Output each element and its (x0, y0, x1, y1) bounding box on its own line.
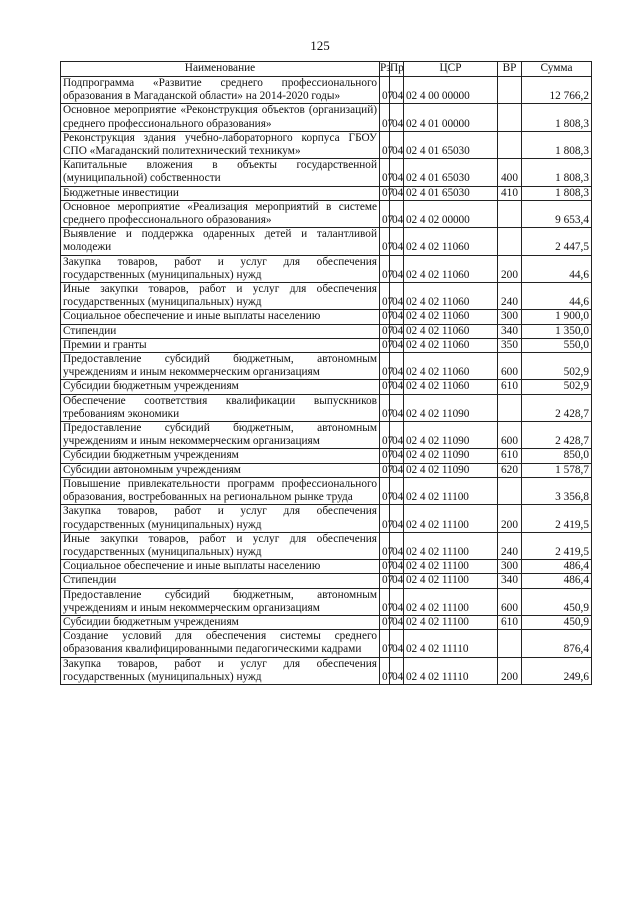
cell-sum: 1 808,3 (522, 131, 592, 158)
cell-csr: 02 4 02 11060 (404, 353, 498, 380)
cell-csr: 02 4 02 11100 (404, 615, 498, 629)
cell-csr: 02 4 01 00000 (404, 104, 498, 131)
cell-rz: 07 (380, 338, 390, 352)
header-rz: Рз (380, 62, 390, 77)
cell-vr (498, 131, 522, 158)
cell-csr: 02 4 02 11110 (404, 630, 498, 657)
table-row (61, 588, 592, 615)
cell-vr: 610 (498, 615, 522, 629)
cell-pr: 04 (390, 353, 404, 380)
cell-rz: 07 (380, 104, 390, 131)
cell-csr: 02 4 00 00000 (404, 77, 498, 104)
cell-rz: 07 (380, 615, 390, 629)
cell-name: Бюджетные инвестиции (61, 186, 380, 200)
cell-pr: 04 (390, 77, 404, 104)
cell-vr: 400 (498, 159, 522, 186)
cell-pr: 04 (390, 159, 404, 186)
header-name: Наименование (61, 62, 380, 77)
table-row (61, 77, 592, 104)
cell-sum: 1 350,0 (522, 324, 592, 338)
cell-vr: 600 (498, 588, 522, 615)
cell-pr: 04 (390, 477, 404, 504)
cell-pr: 04 (390, 657, 404, 684)
cell-name: Социальное обеспечение и иные выплаты населению (61, 560, 380, 574)
cell-rz: 07 (380, 630, 390, 657)
cell-pr: 04 (390, 380, 404, 394)
cell-vr: 610 (498, 449, 522, 463)
header-pr: Пр (390, 62, 404, 77)
cell-pr: 04 (390, 560, 404, 574)
cell-pr: 04 (390, 422, 404, 449)
cell-rz: 07 (380, 186, 390, 200)
cell-name: Закупка товаров, работ и услуг для обеспечения государственных (муниципальных) нужд (61, 505, 380, 532)
cell-rz: 07 (380, 505, 390, 532)
table-row (61, 574, 592, 588)
cell-name: Субсидии бюджетным учреждениям (61, 615, 380, 629)
cell-name: Закупка товаров, работ и услуг для обеспечения государственных (муниципальных) нужд (61, 255, 380, 282)
cell-sum: 2 419,5 (522, 532, 592, 559)
cell-pr: 04 (390, 463, 404, 477)
cell-sum: 249,6 (522, 657, 592, 684)
cell-name: Стипендии (61, 574, 380, 588)
cell-rz: 07 (380, 574, 390, 588)
cell-csr: 02 4 02 11060 (404, 283, 498, 310)
cell-sum: 450,9 (522, 588, 592, 615)
cell-pr: 04 (390, 186, 404, 200)
cell-sum: 486,4 (522, 560, 592, 574)
table-row (61, 615, 592, 629)
cell-name: Обеспечение соответствия квалификации выпускников требованиям экономики (61, 394, 380, 421)
cell-csr: 02 4 02 11100 (404, 560, 498, 574)
table-row (61, 657, 592, 684)
table-row (61, 449, 592, 463)
table-row (61, 422, 592, 449)
cell-csr: 02 4 02 11090 (404, 449, 498, 463)
cell-name: Субсидии автономным учреждениям (61, 463, 380, 477)
cell-rz: 07 (380, 77, 390, 104)
cell-name: Основное мероприятие «Реализация мероприятий в системе среднего профессионального образования» (61, 200, 380, 227)
cell-rz: 07 (380, 532, 390, 559)
table-row (61, 283, 592, 310)
cell-sum: 1 900,0 (522, 310, 592, 324)
cell-name: Премии и гранты (61, 338, 380, 352)
table-row (61, 104, 592, 131)
table-row (61, 310, 592, 324)
cell-name: Подпрограмма «Развитие среднего профессионального образования в Магаданской области» на 2014-2020 годы» (61, 77, 380, 104)
cell-name: Иные закупки товаров, работ и услуг для обеспечения государственных (муниципальных) нужд (61, 532, 380, 559)
table-row (61, 353, 592, 380)
cell-vr (498, 394, 522, 421)
cell-vr: 620 (498, 463, 522, 477)
cell-vr (498, 630, 522, 657)
cell-pr: 04 (390, 200, 404, 227)
table-header-row (61, 62, 592, 77)
cell-sum: 2 428,7 (522, 422, 592, 449)
cell-csr: 02 4 02 11100 (404, 505, 498, 532)
cell-sum: 486,4 (522, 574, 592, 588)
cell-pr: 04 (390, 283, 404, 310)
cell-pr: 04 (390, 338, 404, 352)
cell-rz: 07 (380, 422, 390, 449)
cell-pr: 04 (390, 449, 404, 463)
cell-sum: 502,9 (522, 353, 592, 380)
cell-rz: 07 (380, 657, 390, 684)
cell-sum: 2 447,5 (522, 228, 592, 255)
header-sum: Сумма (522, 62, 592, 77)
table-row (61, 324, 592, 338)
cell-csr: 02 4 01 65030 (404, 186, 498, 200)
cell-vr: 610 (498, 380, 522, 394)
cell-vr (498, 228, 522, 255)
cell-name: Субсидии бюджетным учреждениям (61, 380, 380, 394)
cell-sum: 2 419,5 (522, 505, 592, 532)
cell-sum: 1 578,7 (522, 463, 592, 477)
cell-csr: 02 4 01 65030 (404, 159, 498, 186)
cell-pr: 04 (390, 104, 404, 131)
table-row (61, 532, 592, 559)
cell-vr (498, 200, 522, 227)
cell-pr: 04 (390, 131, 404, 158)
cell-rz: 07 (380, 353, 390, 380)
budget-table (60, 61, 592, 685)
cell-csr: 02 4 02 11060 (404, 255, 498, 282)
cell-csr: 02 4 02 11090 (404, 422, 498, 449)
table-row (61, 380, 592, 394)
cell-name: Субсидии бюджетным учреждениям (61, 449, 380, 463)
cell-rz: 07 (380, 449, 390, 463)
cell-rz: 07 (380, 228, 390, 255)
cell-pr: 04 (390, 574, 404, 588)
cell-name: Предоставление субсидий бюджетным, автономным учреждениям и иным некоммерческим организациям (61, 422, 380, 449)
cell-sum: 850,0 (522, 449, 592, 463)
cell-vr: 240 (498, 532, 522, 559)
cell-pr: 04 (390, 324, 404, 338)
cell-csr: 02 4 02 11090 (404, 463, 498, 477)
cell-pr: 04 (390, 588, 404, 615)
cell-vr (498, 104, 522, 131)
cell-sum: 1 808,3 (522, 104, 592, 131)
cell-sum: 876,4 (522, 630, 592, 657)
table-row (61, 159, 592, 186)
cell-rz: 07 (380, 310, 390, 324)
cell-rz: 07 (380, 255, 390, 282)
cell-vr: 200 (498, 657, 522, 684)
cell-sum: 44,6 (522, 255, 592, 282)
cell-rz: 07 (380, 477, 390, 504)
cell-vr: 200 (498, 255, 522, 282)
cell-rz: 07 (380, 283, 390, 310)
cell-sum: 12 766,2 (522, 77, 592, 104)
table-row (61, 477, 592, 504)
cell-vr: 300 (498, 310, 522, 324)
cell-pr: 04 (390, 255, 404, 282)
cell-csr: 02 4 02 11060 (404, 324, 498, 338)
cell-rz: 07 (380, 200, 390, 227)
cell-csr: 02 4 02 11100 (404, 532, 498, 559)
table-row (61, 630, 592, 657)
cell-csr: 02 4 02 11100 (404, 477, 498, 504)
cell-vr (498, 477, 522, 504)
table-row (61, 255, 592, 282)
cell-vr: 300 (498, 560, 522, 574)
table-row (61, 200, 592, 227)
table-row (61, 338, 592, 352)
table-row (61, 394, 592, 421)
cell-pr: 04 (390, 228, 404, 255)
cell-csr: 02 4 02 11100 (404, 588, 498, 615)
cell-sum: 450,9 (522, 615, 592, 629)
cell-sum: 550,0 (522, 338, 592, 352)
cell-sum: 2 428,7 (522, 394, 592, 421)
cell-vr: 240 (498, 283, 522, 310)
table-body (61, 77, 592, 685)
table-row (61, 186, 592, 200)
cell-csr: 02 4 02 11110 (404, 657, 498, 684)
cell-rz: 07 (380, 159, 390, 186)
cell-csr: 02 4 02 11060 (404, 228, 498, 255)
cell-rz: 07 (380, 131, 390, 158)
cell-rz: 07 (380, 588, 390, 615)
cell-vr: 350 (498, 338, 522, 352)
table-row (61, 560, 592, 574)
cell-vr: 200 (498, 505, 522, 532)
cell-name: Закупка товаров, работ и услуг для обеспечения государственных (муниципальных) нужд (61, 657, 380, 684)
cell-pr: 04 (390, 394, 404, 421)
table-row (61, 131, 592, 158)
cell-name: Создание условий для обеспечения системы среднего образования квалифицированными педагогическими кадрами (61, 630, 380, 657)
cell-csr: 02 4 02 11100 (404, 574, 498, 588)
cell-csr: 02 4 02 11060 (404, 338, 498, 352)
cell-pr: 04 (390, 505, 404, 532)
cell-sum: 3 356,8 (522, 477, 592, 504)
cell-pr: 04 (390, 630, 404, 657)
cell-csr: 02 4 01 65030 (404, 131, 498, 158)
cell-name: Предоставление субсидий бюджетным, автономным учреждениям и иным некоммерческим организациям (61, 353, 380, 380)
cell-pr: 04 (390, 310, 404, 324)
cell-name: Реконструкция здания учебно-лабораторного корпуса ГБОУ СПО «Магаданский политехнический техникум» (61, 131, 380, 158)
cell-vr: 340 (498, 324, 522, 338)
cell-rz: 07 (380, 380, 390, 394)
cell-name: Основное мероприятие «Реконструкция объектов (организаций) среднего профессионального образования» (61, 104, 380, 131)
cell-vr: 600 (498, 422, 522, 449)
cell-sum: 9 653,4 (522, 200, 592, 227)
cell-rz: 07 (380, 394, 390, 421)
cell-name: Предоставление субсидий бюджетным, автономным учреждениям и иным некоммерческим организациям (61, 588, 380, 615)
header-csr: ЦСР (404, 62, 498, 77)
page-number: 125 (310, 38, 330, 53)
cell-name: Капитальные вложения в объекты государственной (муниципальной) собственности (61, 159, 380, 186)
cell-vr (498, 77, 522, 104)
cell-vr: 410 (498, 186, 522, 200)
cell-pr: 04 (390, 615, 404, 629)
table-row (61, 463, 592, 477)
cell-sum: 44,6 (522, 283, 592, 310)
cell-sum: 502,9 (522, 380, 592, 394)
cell-vr: 340 (498, 574, 522, 588)
cell-rz: 07 (380, 324, 390, 338)
cell-name: Иные закупки товаров, работ и услуг для обеспечения государственных (муниципальных) нужд (61, 283, 380, 310)
cell-rz: 07 (380, 560, 390, 574)
cell-pr: 04 (390, 532, 404, 559)
cell-name: Социальное обеспечение и иные выплаты населению (61, 310, 380, 324)
cell-csr: 02 4 02 11060 (404, 380, 498, 394)
cell-csr: 02 4 02 11060 (404, 310, 498, 324)
cell-sum: 1 808,3 (522, 186, 592, 200)
cell-sum: 1 808,3 (522, 159, 592, 186)
cell-csr: 02 4 02 11090 (404, 394, 498, 421)
cell-rz: 07 (380, 463, 390, 477)
cell-csr: 02 4 02 00000 (404, 200, 498, 227)
cell-vr: 600 (498, 353, 522, 380)
cell-name: Выявление и поддержка одаренных детей и талантливой молодежи (61, 228, 380, 255)
table-row (61, 505, 592, 532)
cell-name: Повышение привлекательности программ профессионального образования, востребованных на региональном рынке труда (61, 477, 380, 504)
table-row (61, 228, 592, 255)
cell-name: Стипендии (61, 324, 380, 338)
header-vr: ВР (498, 62, 522, 77)
